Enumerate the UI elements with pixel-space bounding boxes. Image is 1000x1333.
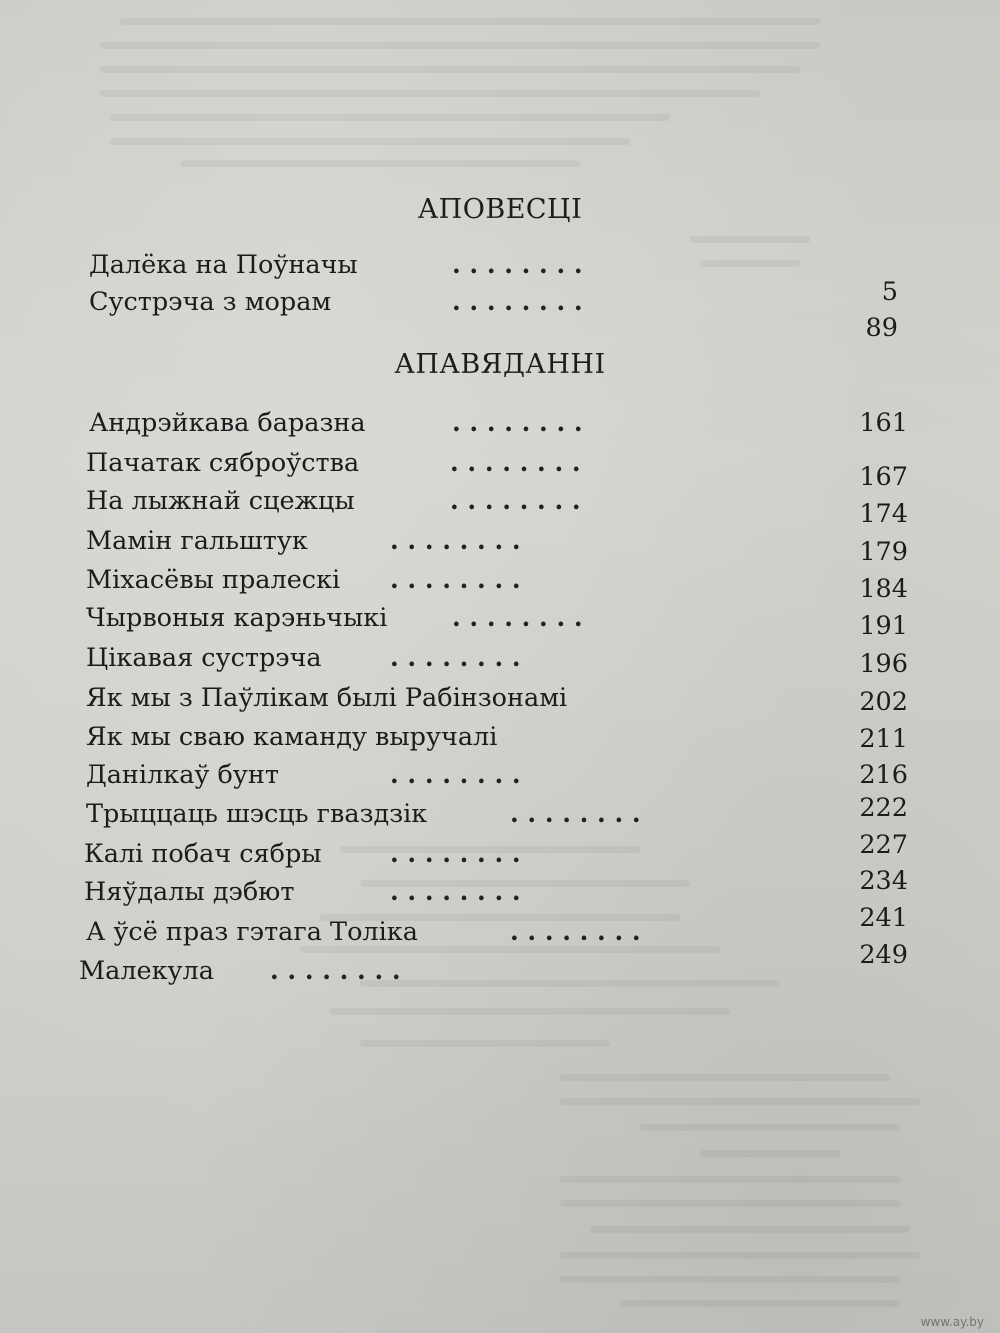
entry-title: А ўсё праз гэтага Толіка — [86, 917, 418, 947]
entry-page: 249 — [859, 940, 908, 970]
entry-page: 179 — [859, 537, 908, 567]
dot-leader: . . . . . . . . — [390, 643, 521, 672]
toc-entry — [0, 866, 1000, 910]
dot-leader: . . . . . . . . — [452, 603, 583, 632]
dot-leader: . . . . . . . . — [390, 760, 521, 789]
toc-entry — [0, 247, 1000, 283]
entry-page: 227 — [859, 830, 908, 860]
dot-leader: . . . . . . . . — [450, 486, 581, 515]
toc-entry — [0, 719, 1000, 755]
dot-leader: . . . . . . . . — [452, 287, 583, 316]
toc-entry — [0, 284, 1000, 320]
entry-page: 241 — [859, 903, 908, 933]
toc-entry — [0, 830, 1000, 872]
entry-title: Як мы з Паўлікам былі Рабінзонамі — [86, 683, 568, 713]
dot-leader: . . . . . . . . — [510, 799, 641, 828]
entry-title: Чырвоныя карэньчыкі — [86, 603, 388, 633]
toc-entry — [0, 757, 1000, 793]
entry-page: 184 — [859, 574, 908, 604]
entry-title: Няўдалы дэбют — [84, 877, 295, 907]
toc-entry — [0, 940, 1000, 989]
entry-page: 216 — [859, 760, 908, 790]
entry-title: Трыццаць шэсць гваздзік — [86, 799, 428, 829]
entry-page: 211 — [859, 724, 908, 754]
entry-page: 174 — [859, 499, 908, 529]
entry-title: Данілкаў бунт — [86, 760, 279, 790]
entry-page: 234 — [859, 866, 908, 896]
dot-leader: . . . . . . . . — [390, 565, 521, 594]
entry-page: 5 — [881, 277, 898, 307]
toc-entry — [0, 600, 1000, 641]
toc-entry — [0, 483, 1000, 529]
entry-title: Міхасёвы пралескі — [86, 565, 341, 595]
entry-title: На лыжнай сцежцы — [86, 486, 355, 516]
toc-entry — [0, 903, 1000, 950]
dot-leader: . . . . . . . . — [390, 839, 521, 868]
entry-title: Як мы сваю каманду выручалі — [86, 722, 498, 752]
entry-title: Сустрэча з морам — [89, 287, 332, 317]
toc-entry — [0, 562, 1000, 604]
entry-title: Далёка на Поўначы — [89, 250, 358, 280]
section-title-povesci: АПОВЕСЦІ — [417, 194, 583, 225]
entry-page: 222 — [859, 793, 908, 823]
toc-entry — [0, 405, 1000, 441]
toc-entry — [0, 523, 1000, 567]
dot-leader: . . . . . . . . — [452, 250, 583, 279]
dot-leader: . . . . . . . . — [450, 448, 581, 477]
entry-page: 167 — [859, 462, 908, 492]
entry-title: Мамін гальштук — [86, 526, 308, 556]
dot-leader: . . . . . . . . — [390, 877, 521, 906]
entry-page: 191 — [859, 611, 908, 641]
toc-entry — [0, 680, 1000, 716]
entry-title: Андрэйкава баразна — [89, 408, 366, 438]
dot-leader: . . . . . . . . — [270, 956, 401, 985]
entry-page: 202 — [859, 687, 908, 717]
entry-title: Пачатак сяброўства — [86, 448, 360, 478]
entry-page: 196 — [859, 649, 908, 679]
section-title-apavyadanni: АПАВЯДАННІ — [394, 349, 606, 380]
entry-title: Калі побач сябры — [84, 839, 322, 869]
entry-title: Цікавая сустрэча — [86, 643, 322, 673]
dot-leader: . . . . . . . . — [510, 917, 641, 946]
entry-page: 161 — [859, 408, 908, 438]
toc-entry — [0, 640, 1000, 679]
toc-entry — [0, 445, 1000, 492]
entry-title: Малекула — [79, 956, 214, 986]
toc-entry — [0, 793, 1000, 832]
watermark: www.ay.by — [920, 1315, 984, 1329]
dot-leader: . . . . . . . . — [390, 526, 521, 555]
dot-leader: . . . . . . . . — [452, 408, 583, 437]
entry-page: 89 — [865, 313, 898, 343]
